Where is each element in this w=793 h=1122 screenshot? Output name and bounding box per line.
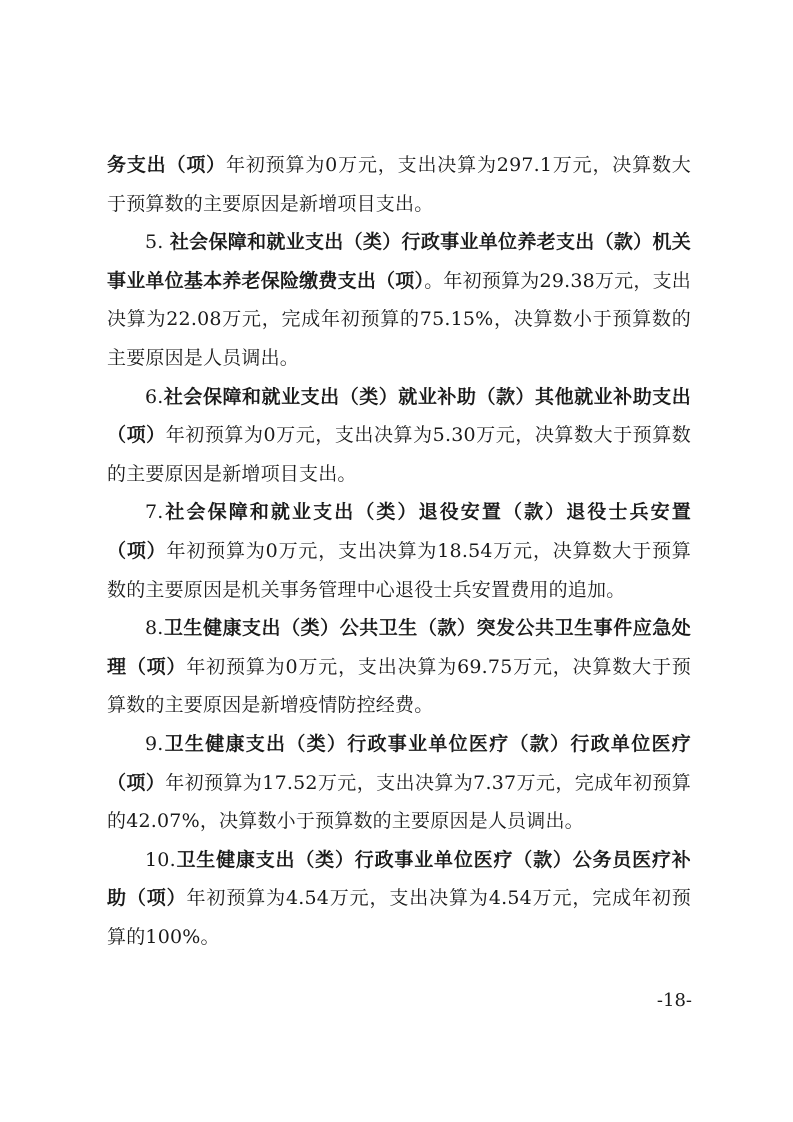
budget-item-heading: 卫生健康支出（类）行政事业单位医疗（款）公务员医疗补助（项） bbox=[107, 848, 691, 910]
budget-item-heading: 卫生健康支出（类）公共卫生（款）突发公共卫生事件应急处理（项） bbox=[107, 617, 691, 678]
budget-item-heading: 社会保障和就业支出（类）退役安置（款）退役士兵安置（项） bbox=[107, 501, 691, 562]
paragraph-7 bbox=[107, 493, 691, 609]
paragraph-number: 7. bbox=[145, 501, 164, 524]
paragraph-8 bbox=[107, 609, 691, 725]
paragraph-text: 年初预算为0万元，支出决算为297.1万元，决算数大于预算数的主要原因是新增项目支出。 bbox=[107, 154, 692, 215]
paragraph-text: 年初预算为0万元，支出决算为5.30万元，决算数大于预算数的主要原因是新增项目支出。 bbox=[107, 424, 691, 485]
paragraph-5 bbox=[107, 223, 691, 377]
paragraph-text: 年初预算为0万元，支出决算为69.75万元，决算数大于预算数的主要原因是新增疫情防控经费。 bbox=[107, 655, 691, 717]
paragraph-text: 年初预算为17.52万元，支出决算为7.37万元，完成年初预算的42.07%，决算数小于预算数的主要原因是人员调出。 bbox=[107, 771, 691, 833]
paragraph-number: 9. bbox=[145, 732, 164, 755]
paragraph-text: 。年初预算为29.38万元，支出决算为22.08万元，完成年初预算的75.15%，决算数小于预算数的主要原因是人员调出。 bbox=[107, 269, 692, 369]
budget-item-heading: 卫生健康支出（类）行政事业单位医疗（款）行政单位医疗（项） bbox=[107, 732, 691, 794]
paragraph-number: 5. bbox=[145, 231, 170, 254]
budget-item-heading: 社会保障和就业支出（类）行政事业单位养老支出（款）机关事业单位基本养老保险缴费支出（项） bbox=[107, 231, 691, 292]
paragraph-number: 10. bbox=[145, 848, 176, 871]
paragraph-text: 年初预算为4.54万元，支出决算为4.54万元，完成年初预算的100%。 bbox=[107, 887, 691, 948]
paragraph-text: 年初预算为0万元，支出决算为18.54万元，决算数大于预算数的主要原因是机关事务管理中心退役士兵安置费用的追加。 bbox=[107, 539, 691, 601]
budget-item-heading: 务支出（项） bbox=[107, 154, 227, 176]
budget-item-heading: 社会保障和就业支出（类）就业补助（款）其他就业补助支出（项） bbox=[107, 385, 691, 447]
paragraph-9 bbox=[107, 725, 691, 841]
paragraph-6 bbox=[107, 378, 691, 494]
paragraph-number: 8. bbox=[145, 617, 164, 640]
page-number: -18- bbox=[656, 990, 692, 1011]
paragraph-4-continued bbox=[107, 146, 691, 223]
paragraph-10 bbox=[107, 841, 691, 957]
document-body bbox=[107, 146, 691, 956]
paragraph-number: 6. bbox=[145, 385, 164, 408]
